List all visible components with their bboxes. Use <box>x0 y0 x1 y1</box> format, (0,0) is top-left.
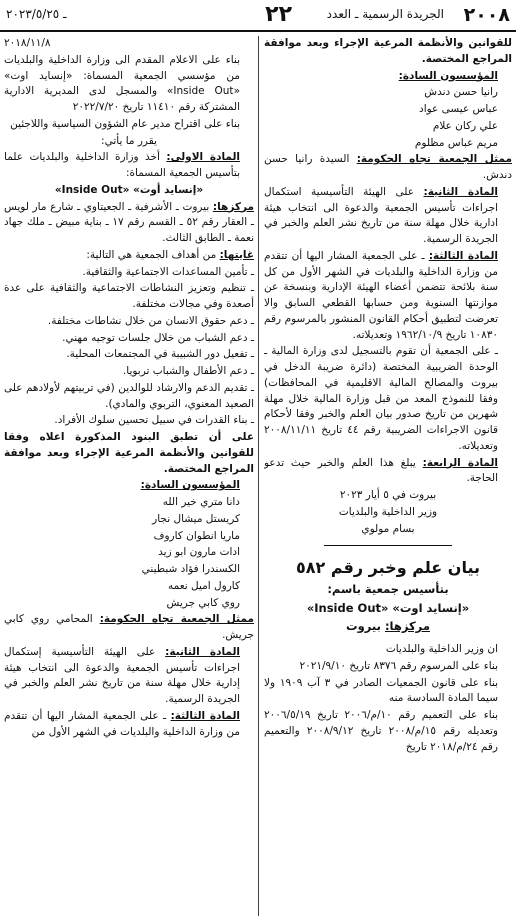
text: على الهيئة التأسيسية إستكمال اجراءات تأسيس الجمعية والدعوة الى انتخاب هيئة إدارية خلال مهلة سنة من تاريخ نشر العلم والخبر في الجريدة الرسمية. <box>4 645 240 705</box>
founder-name: الكسندرا فؤاد شبطيني <box>141 563 240 575</box>
label: المادة الاولى: <box>166 151 240 164</box>
left-column <box>4 36 254 916</box>
paragraph: بناء على المرسوم رقم ٨٣٧٦ تاريخ ٢٠٢١/٩/١٠ <box>299 659 498 672</box>
date-line: ٢٠١٨/١١/٨ <box>4 37 51 49</box>
text: بيروت <box>346 618 381 633</box>
decision-intro: يقرر ما يأتي: <box>101 134 157 147</box>
founder-name: علي ركان علام <box>432 119 498 132</box>
paragraph: بناء على التعميم رقم ١٠/م/٢٠٠٦ تاريخ ٢٠٠٦/٥/١٩ وتعديله رقم ١٥/م/٢٠٠٨ تاريخ ٢٠٠٨/٩/١٢ والتعميم رقم ٢٤/م/٢٠١٨ تاريخ <box>264 709 498 753</box>
label: غايتها: <box>219 248 254 261</box>
paragraph: بناء على الاعلام المقدم الى وزارة الداخلية والبلديات من مؤسسي الجمعية المسماة: «إنسايد اوت» «Inside Out» والمسجل لدى المديرية الادارية المشتركة رقم ١١٤١٠ تاريخ ٢٠٢٢/٧/٢٠ <box>4 53 240 113</box>
text: السيدة رانيا حسن دندش. <box>264 153 512 181</box>
list-item: ـ تقديم الدعم والارشاد للوالدين (في تربيتهم لأولادهم على الصعيد المعنوي، التربوي والمادي). <box>4 381 254 410</box>
signatory-title: وزير الداخلية والبلديات <box>338 505 438 518</box>
article-3 <box>4 709 254 741</box>
text: يبلغ هذا العلم والخبر حيث تدعو الحاجة. <box>264 456 498 485</box>
text: ـ على الجمعية المشار اليها أن تتقدم من وزارة الداخلية والبلديات في الشهر الأول من كل سنة بلائحة تتضمن أعضاء الهيئة الإدارية وبنسخة عن موازنتها السنوية ومن حسابها القطعي السابق والا تعرضت لتطبيق أحكام القانون المنشور بالمرسوم رقم ١٠٨٣٠ تاريخ ١٩٦٢/١٠/٩ وتعديلاته. <box>264 249 498 341</box>
founder-name: دانا متري خير الله <box>162 496 240 508</box>
right-column <box>264 36 512 916</box>
label: ممثل الجمعية تجاه الحكومة: <box>356 153 512 166</box>
association-name: «إنسايد اوت» «Inside Out» <box>306 600 470 615</box>
founder-name: كريستل ميشال نجار <box>152 512 240 525</box>
representative <box>264 152 512 184</box>
list-item: ـ بناء القدرات في سبيل تحسين سلوك الأفراد. <box>54 414 254 427</box>
founders-heading: المؤسسون السادة: <box>398 69 498 82</box>
label: المادة الثانية: <box>423 185 499 198</box>
founder-name: ادات مارون ابو زيد <box>158 546 240 559</box>
text: ـ على الجمعية المشار اليها أن تتقدم من وزارة الداخلية والبلديات في الشهر الأول من <box>4 709 240 738</box>
column-divider <box>258 36 259 916</box>
founder-name: مريم عباس مظلوم <box>414 136 498 149</box>
association-hq <box>264 618 512 635</box>
list-item: ـ دعم حقوق الانسان من خلال نشاطات مختلفة. <box>47 314 254 327</box>
paragraph: ان وزير الداخلية والبلديات <box>385 643 498 655</box>
article-2 <box>264 185 512 248</box>
place-date: بيروت في ٥ أيار ٢٠٢٣ <box>339 489 437 501</box>
association-name: «إنسايد أوت» «Inside Out» <box>54 183 204 196</box>
separator-rule <box>324 545 452 546</box>
paragraph: بناء على قانون الجمعيات الصادر في ٣ آب ١٩٠٩ ولا سيما المادة السادسة منه <box>264 676 498 705</box>
label: المادة الرابعة: <box>422 456 499 469</box>
page-number: ٢٠٠٨ <box>463 4 510 26</box>
list-item: ـ تأمين المساعدات الاجتماعية والثقافية. <box>82 265 254 278</box>
text: أخذ وزارة الداخلية والبلديات علما بتأسيس الجمعية المسماة: <box>4 151 240 179</box>
article-3 <box>264 249 512 344</box>
text: من أهداف الجمعية هي التالية: <box>86 248 217 261</box>
notice-title: بيان علم وخبر رقم ٥٨٢ <box>296 558 480 578</box>
founder-name: عباس عيسى عواد <box>419 103 498 115</box>
paragraph: ـ على الجمعية أن تقوم بالتسجيل لدى وزارة المالية ـ الوحدة الضريبية المختصة (دائرة ضريبة الدخل في بيروت والمصالح المالية الاقليمية في المحافظات) وفقا للنموذج المعد من قبل وزارة المالية خلال مهلة شهرين من تاريخ صدور بيان العلم والخبر وفقا لأحكام قانون الاجراءات الضريبية رقم ٤٤ تاريخ ٢٠٠٨/١١/١١ وتعديلاته. <box>264 345 498 452</box>
label: مركزها: <box>212 200 254 213</box>
label: المادة الثالثة: <box>170 709 240 722</box>
founder-name: ماريا انطوان كاروف <box>153 529 240 542</box>
headquarters <box>4 200 254 247</box>
text: على الهيئة التأسيسية استكمال اجراءات تأسيس الجمعية والدعوة الى انتخاب هيئة ادارية خلال مهلة سنة من تاريخ نشر العلم والخبر في الجريدة الرسمية. <box>264 185 498 245</box>
paragraph: للقوانين والأنظمة المرعية الإجراء وبعد موافقة المراجع المختصة. <box>264 37 512 65</box>
label: مركزها: <box>384 618 430 633</box>
article-4 <box>264 456 512 488</box>
list-item: ـ تفعيل دور الشبيبة في المجتمعات المحلية. <box>66 348 254 361</box>
objectives <box>4 248 254 264</box>
signatory-name: بسام مولوي <box>361 522 415 535</box>
text: بيروت ـ الأشرفية ـ الجعيتاوي ـ شارع مار لويس ـ العقار رقم ٥٢ ـ القسم رقم ١٧ ـ بناية مبيض ـ ملك جهاد نعمة ـ الطابق الثالث. <box>4 200 254 244</box>
notice-subtitle: بتأسيس جمعية باسم: <box>327 582 449 597</box>
paragraph: على أن تطبق البنود المذكورة اعلاه وفقا للقوانين والأنظمة المرعية الإجراء وبعد موافقة المراجع المختصة. <box>4 431 254 475</box>
article-2 <box>4 645 254 708</box>
issue-number: ٢٢ <box>265 2 292 27</box>
founders-heading: المؤسسون السادة: <box>140 479 240 492</box>
founder-name: كارول اميل نعمه <box>168 579 240 592</box>
founder-name: روي كابي جريش <box>166 596 240 609</box>
page-header <box>0 0 516 32</box>
gazette-name: الجريدة الرسمية ـ العدد <box>326 7 444 21</box>
founder-name: رانيا حسن دندش <box>424 86 498 99</box>
label: المادة الثانية: <box>165 645 241 658</box>
list-item: ـ دعم الشباب من خلال جلسات توجيه مهني. <box>62 331 254 344</box>
label: المادة الثالثة: <box>428 249 498 262</box>
representative <box>4 612 254 644</box>
article-1 <box>4 150 254 182</box>
paragraph: بناء على اقتراح مدير عام الشؤون السياسية واللاجئين <box>10 117 240 130</box>
text: المحامي روي كابي جريش. <box>4 613 254 641</box>
list-item: ـ دعم الأطفال والشباب تربويا. <box>122 365 254 377</box>
issue-date: ـ ٢٠٢٣/٥/٢٥ <box>6 7 67 21</box>
label: ممثل الجمعية تجاه الحكومة: <box>99 613 254 626</box>
list-item: ـ تنظيم وتعزيز النشاطات الاجتماعية والثقافية على عدة أصعدة وفي مجالات مختلفة. <box>4 282 254 310</box>
